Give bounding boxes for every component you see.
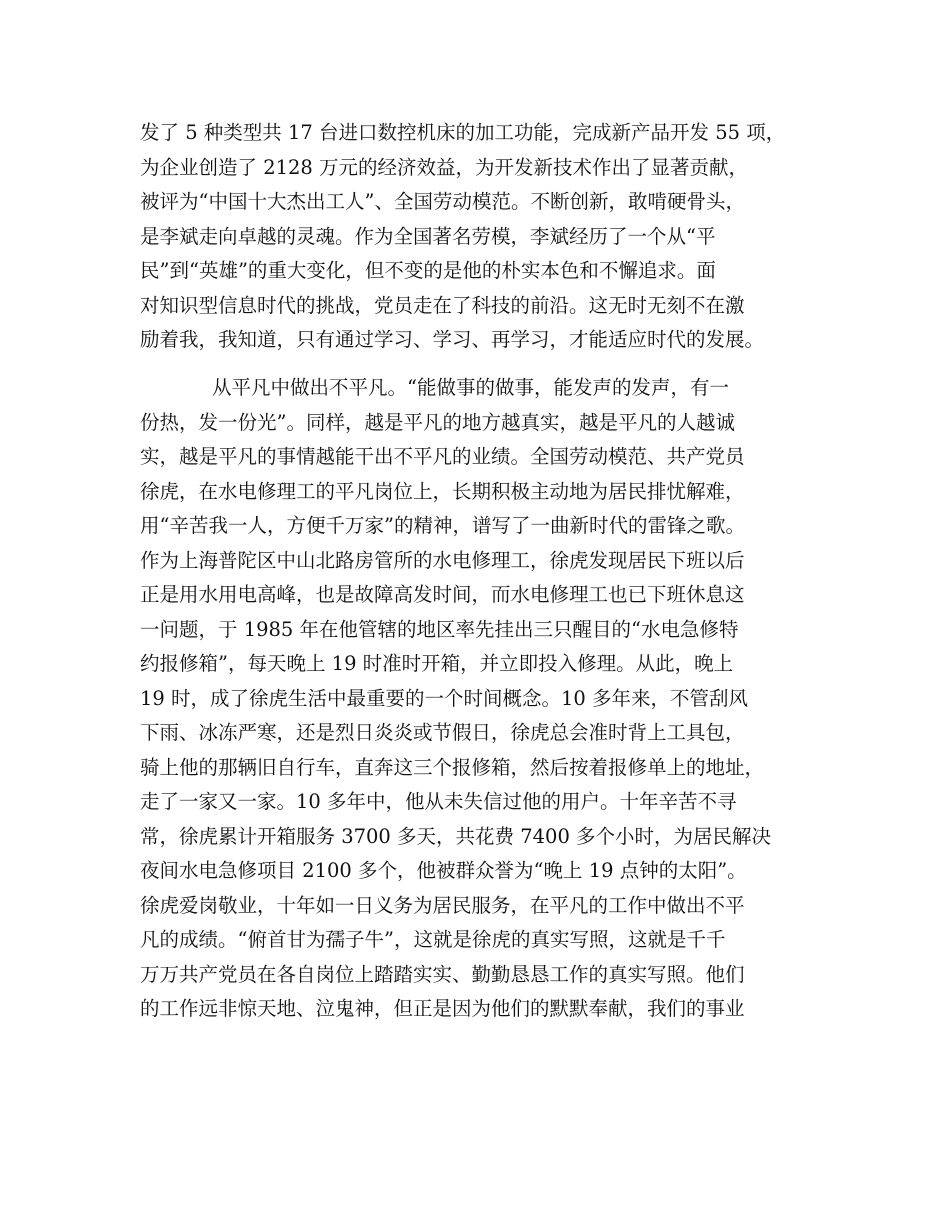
- text-line: 作为上海普陀区中山北路房管所的水电修理工，徐虎发现居民下班以后: [140, 548, 745, 572]
- text-line: 对知识型信息时代的挑战，党员走在了科技的前沿。这无时无刻不在激: [140, 293, 745, 317]
- text-line: 正是用水用电高峰，也是故障高发时间，而水电修理工也已下班休息这: [140, 583, 745, 606]
- text-line-first: 从平凡中做出不平凡。“能做事的做事，能发声的发声，有一: [212, 376, 729, 399]
- text-line: 是李斌走向卓越的灵魂。作为全国著名劳模，李斌经历了一个从“平: [140, 224, 716, 248]
- text-line: 徐虎，在水电修理工的平凡岗位上，长期积极主动地为居民排忧解难，: [140, 479, 745, 503]
- text-line: 发了 5 种类型共 17 台进口数控机床的加工功能，完成新产品开发 55 项，: [140, 121, 786, 144]
- text-line: 为企业创造了 2128 万元的经济效益，为开发新技术作出了显著贡献，: [140, 155, 749, 179]
- text-line: 夜间水电急修项目 2100 多个，他被群众誉为“晚上 19 点钟的太阳”。: [140, 859, 747, 882]
- paragraph-xuhu: [140, 371, 840, 1027]
- text-line: 被评为“中国十大杰出工人”、全国劳动模范。不断创新，敢啃硬骨头，: [140, 190, 745, 213]
- text-line: 实，越是平凡的事情越能干出不平凡的业绩。全国劳动模范、共产党员: [140, 445, 745, 468]
- text-line: 走了一家又一家。10 多年中，他从未失信过他的用户。十年辛苦不寻: [140, 790, 737, 813]
- text-line: 励着我，我知道，只有通过学习、学习、再学习，才能适应时代的发展。: [140, 328, 765, 351]
- paragraph-libin: [140, 116, 840, 358]
- text-line: 常，徐虎累计开箱服务 3700 多天，共花费 7400 多个小时，为居民解决: [140, 824, 772, 848]
- text-line: 徐虎爱岗敬业，十年如一日义务为居民服务，在平凡的工作中做出不平: [140, 893, 745, 917]
- text-line: 的工作远非惊天地、泣鬼神，但正是因为他们的默默奉献，我们的事业: [140, 997, 745, 1020]
- text-line: 约报修箱”，每天晚上 19 时准时开箱，并立即投入修理。从此，晚上: [140, 652, 734, 675]
- text-line: 一问题，于 1985 年在他管辖的地区率先挂出三只醒目的“水电急修特: [140, 617, 739, 641]
- text-line: 民”到“英雄”的重大变化，但不变的是他的朴实本色和不懈追求。面: [140, 259, 716, 282]
- text-line: 凡的成绩。“俯首甘为孺子牛”，这就是徐虎的真实写照，这就是千千: [140, 928, 726, 951]
- text-line: 19 时，成了徐虎生活中最重要的一个时间概念。10 多年来，不管刮风: [140, 686, 749, 710]
- text-line: 份热，发一份光”。同样，越是平凡的地方越真实，越是平凡的人越诚: [140, 410, 735, 434]
- text-line: 骑上他的那辆旧自行车，直奔这三个报修箱，然后按着报修单上的地址，: [140, 755, 765, 779]
- text-line: 万万共产党员在各自岗位上踏踏实实、勤勤恳恳工作的真实写照。他们: [140, 962, 745, 986]
- text-line: 下雨、冰冻严寒，还是烈日炎炎或节假日，徐虎总会准时背上工具包，: [140, 721, 745, 744]
- text-line: 用“辛苦我一人，方便千万家”的精神，谱写了一曲新时代的雷锋之歌。: [140, 514, 745, 537]
